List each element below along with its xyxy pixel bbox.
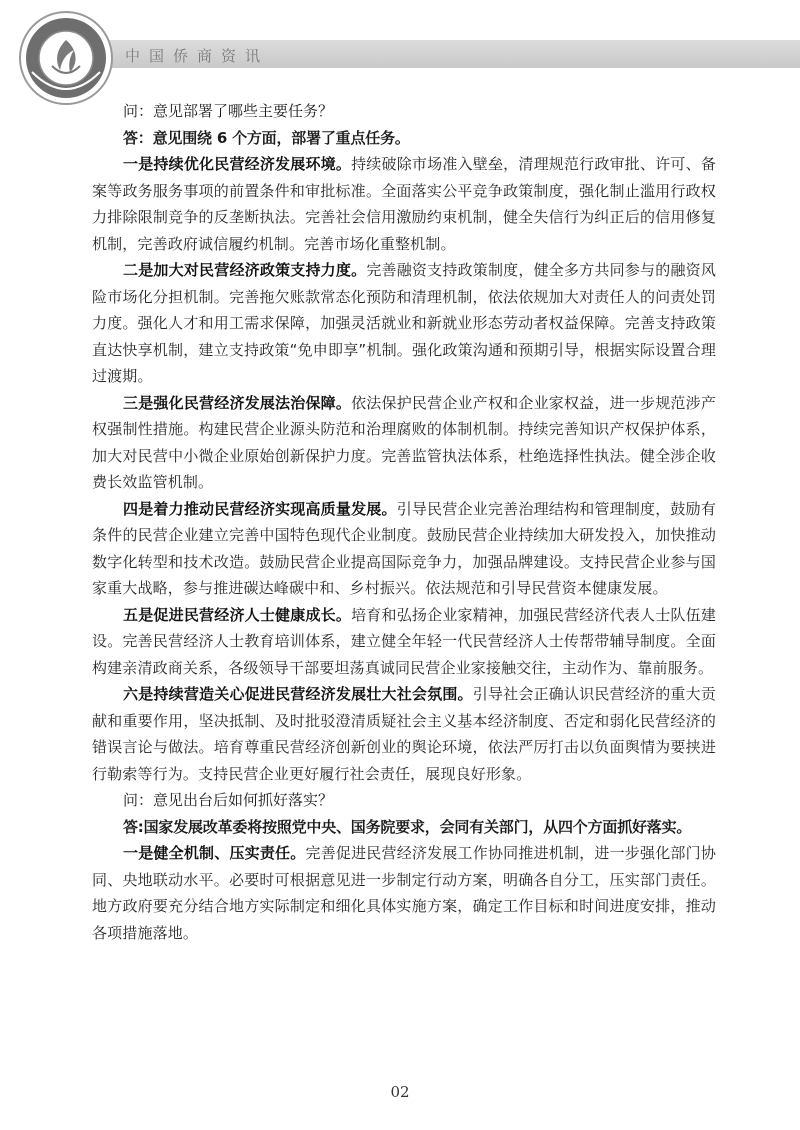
task-lead: 五是促进民营经济人士健康成长。 [123,605,352,624]
task-text: 引导民营企业完善治理结构和管理制度，鼓励有条件的民营企业建立完善中国特色现代企业制度。鼓励民营企业持续加大研发投入，加快推动数字化转型和技术改造。鼓励民营企业提高国际竞争力，加强品牌建设。支持民营企业参与国家重大战略，参与推进碳达峰碳中和、乡村振兴。依法规范和引导民营资本健康发展。 [92,499,716,597]
task-lead: 二是加大对民营经济政策支持力度。 [123,261,367,279]
task-paragraph-6 [92,681,716,787]
task-lead: 一是持续优化民营经济发展环境。 [123,155,352,173]
task-text: 完善融资支持政策制度，健全多方共同参与的融资风险市场化分担机制。完善拖欠账款常态化预防和清理机制，依法依规加大对责任人的问责处罚力度。强化人才和用工需求保障，加强灵活就业和新就业形态劳动者权益保障。完善支持政策直达快享机制，建立支持政策“免申即享”机制。强化政策沟通和预期引导，根据实际设置合理过渡期。 [92,261,717,385]
answer-1: 答：意见围绕 6 个方面，部署了重点任务。 [123,128,410,147]
task-lead: 四是着力推动民营经济实现高质量发展。 [123,499,397,518]
page-header [0,0,800,110]
header-title: 中国侨商资讯 [125,47,270,65]
task-text: 完善促进民营经济发展工作协同推进机制，进一步强化部门协同、央地联动水平。必要时可根据意见进一步制定行动方案，明确各自分工，压实部门责任。地方政府要充分结合地方实际制定和细化具体实施方案，确定工作目标和时间进度安排，推动各项措施落地。 [92,844,716,942]
task-text: 引导社会正确认识民营经济的重大贡献和重要作用，坚决抵制、及时批驳澄清质疑社会主义基本经济制度、否定和弱化民营经济的错误言论与做法。培育尊重民营经济创新创业的舆论环境，依法严厉打击以负面舆情为要挟进行勒索等行为。支持民营企业更好履行社会责任，展现良好形象。 [92,685,716,783]
chamber-logo [18,10,114,106]
task-paragraph-3 [92,390,716,496]
question-1: 问：意见部署了哪些主要任务？ [123,102,334,120]
task-text: 依法保护民营企业产权和企业家权益，进一步规范涉产权强制性措施。构建民营企业源头防范和治理腐败的体制机制。持续完善知识产权保护体系，加大对民营中小微企业原始创新保护力度。完善监管执法体系，杜绝选择性执法。健全涉企收费长效监管机制。 [92,393,716,491]
page-number: 02 [390,1083,410,1101]
task-lead: 一是健全机制、压实责任。 [123,844,306,862]
task-paragraph-2 [92,257,716,390]
task-lead: 六是持续营造关心促进民营经济发展壮大社会氛围。 [123,685,473,703]
task-text: 持续破除市场准入壁垒，清理规范行政审批、许可、备案等政务服务事项的前置条件和审批标准。全面落实公平竞争政策制度，强化制止滥用行政权力排除限制竞争的反垄断执法。完善社会信用激励约束机制，健全失信行为纠正后的信用修复机制，完善政府诚信履约机制。完善市场化重整机制。 [92,155,716,253]
question-2: 问：意见出台后如何抓好落实？ [123,791,334,809]
article-body [92,98,716,946]
task-lead: 三是强化民营经济发展法治保障。 [123,393,352,412]
task-text: 培育和弘扬企业家精神，加强民营经济代表人士队伍建设。完善民营经济人士教育培训体系，建立健全年轻一代民营经济人士传帮带辅导制度。全面构建亲清政商关系，各级领导干部要坦荡真诚同民营企业家接触交往，主动作为、靠前服务。 [92,605,716,677]
task-paragraph-5 [92,602,716,682]
task-paragraph-4 [92,496,716,602]
task-paragraph-1 [92,151,716,257]
implementation-paragraph-1 [92,840,716,946]
answer-2: 答:国家发展改革委将按照党中央、国务院要求，会同有关部门，从四个方面抓好落实。 [123,817,692,836]
